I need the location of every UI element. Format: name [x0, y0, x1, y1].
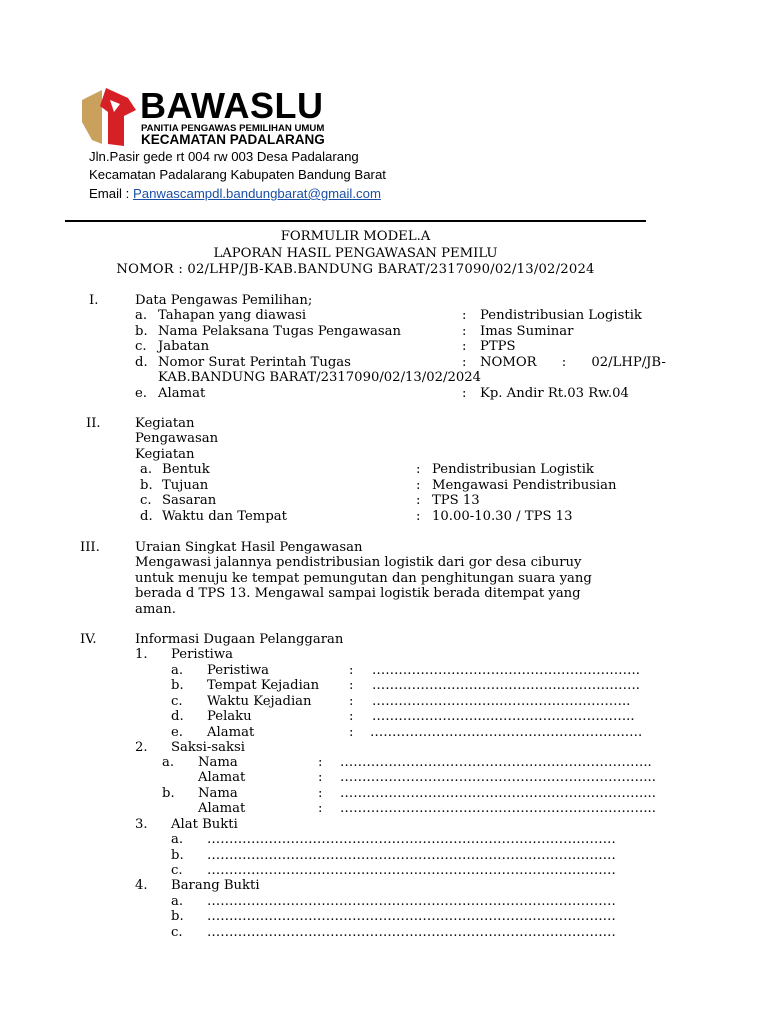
item-label: Bentuk: [162, 462, 210, 477]
logo-subtitle-1: PANITIA PENGAWAS PEMILIHAN UMUM: [141, 123, 325, 134]
item-dots: ………………………...………………………..: [372, 694, 631, 709]
report-number: NOMOR : 02/LHP/JB-KAB.BANDUNG BARAT/2317090/02/13/02/2024: [116, 262, 595, 277]
email-line: [89, 186, 381, 202]
item-colon: :: [416, 478, 421, 493]
item-label: Waktu Kejadian: [207, 694, 312, 709]
section-heading: Data Pengawas Pemilihan;: [135, 293, 313, 308]
item-label: Alamat: [198, 770, 246, 785]
item-label: Waktu dan Tempat: [162, 509, 287, 524]
item-colon: :: [349, 709, 354, 724]
item-colon: :: [318, 801, 323, 816]
item-letter: a.: [171, 832, 184, 847]
item-value: NOMOR : 02/LHP/JB-: [480, 355, 666, 370]
item-label: Nama: [198, 755, 238, 770]
item-label: Tujuan: [162, 478, 209, 493]
item-dots: …………………………………………………………………………………: [207, 909, 616, 924]
item-label: Nomor Surat Perintah Tugas: [158, 355, 351, 370]
item-value-continued: KAB.BANDUNG BARAT/2317090/02/13/02/2024: [158, 370, 482, 385]
report-title: LAPORAN HASIL PENGAWASAN PEMILU: [213, 246, 498, 261]
item-letter: b.: [162, 786, 175, 801]
logo-subtitle-2: KECAMATAN PADALARANG: [141, 132, 325, 147]
section-number: IV.: [80, 632, 97, 647]
item-colon: :: [349, 694, 354, 709]
item-colon: :: [416, 462, 421, 477]
item-dots: …………………………………………………………………………………: [207, 925, 616, 940]
item-letter: b.: [171, 678, 184, 693]
summary-line: aman.: [135, 602, 176, 617]
item-dots: ………………………………………………….….: [370, 725, 643, 740]
item-colon: :: [318, 770, 323, 785]
address-line-2: Kecamatan Padalarang Kabupaten Bandung Barat: [89, 167, 386, 182]
item-colon: :: [349, 725, 354, 740]
item-label: Peristiwa: [207, 663, 270, 678]
item-label: Alamat: [158, 386, 206, 401]
item-dots: …………………………………………………………………………………: [207, 848, 616, 863]
item-label: Tahapan yang diawasi: [158, 308, 307, 323]
section-heading: Kegiatan: [135, 447, 195, 462]
summary-line: untuk menuju ke tempat pemungutan dan penghitungan suara yang: [135, 571, 592, 586]
subsection-number: 4.: [135, 878, 148, 893]
header-divider: [65, 220, 646, 222]
item-value: Pendistribusian Logistik: [480, 308, 642, 323]
item-letter: c.: [171, 925, 183, 940]
subsection-number: 2.: [135, 740, 148, 755]
item-value: 10.00-10.30 / TPS 13: [432, 509, 573, 524]
item-value: Kp. Andir Rt.03 Rw.04: [480, 386, 629, 401]
subsection-number: 3.: [135, 817, 148, 832]
item-label: Alamat: [207, 725, 255, 740]
item-value: PTPS: [480, 339, 516, 354]
item-colon: :: [416, 493, 421, 508]
item-dots: ……………………………………………………………...: [340, 801, 656, 816]
item-dots: …………………………………………………………………………………: [207, 863, 616, 878]
bawaslu-logo-icon: [80, 82, 140, 148]
item-letter: a.: [140, 462, 153, 477]
item-dots: …………………………………………………….: [372, 663, 640, 678]
item-label: Nama Pelaksana Tugas Pengawasan: [158, 324, 402, 339]
item-dots: ……………………………………………………………..: [340, 755, 652, 770]
subsection-number: 1.: [135, 647, 148, 662]
subsection-title: Alat Bukti: [171, 817, 238, 832]
email-link[interactable]: Panwascampdl.bandungbarat@gmail.com: [132, 186, 381, 201]
item-letter: e.: [171, 725, 183, 740]
item-letter: a.: [162, 755, 175, 770]
section-number: II.: [86, 416, 101, 431]
item-dots: …………………………………………………….: [372, 678, 640, 693]
item-letter: b.: [140, 478, 153, 493]
form-title: FORMULIR MODEL.A: [280, 229, 431, 244]
summary-line: Mengawasi jalannya pendistribusian logistik dari gor desa ciburuy: [135, 555, 582, 570]
item-label: Nama: [198, 786, 238, 801]
item-dots: …………………………………………………………………………………: [207, 832, 616, 847]
item-colon: :: [462, 308, 467, 323]
item-label: Alamat: [198, 801, 246, 816]
item-value: Mengawasi Pendistribusian: [432, 478, 617, 493]
summary-line: berada d TPS 13. Mengawal sampai logistik berada ditempat yang: [135, 586, 581, 601]
email-label: Email :: [89, 186, 133, 201]
subsection-title: Saksi-saksi: [171, 740, 245, 755]
item-colon: :: [318, 755, 323, 770]
section-heading: Uraian Singkat Hasil Pengawasan: [135, 540, 363, 555]
item-colon: :: [318, 786, 323, 801]
item-value: Imas Suminar: [480, 324, 574, 339]
section-heading: Informasi Dugaan Pelanggaran: [135, 632, 344, 647]
item-colon: :: [462, 339, 467, 354]
item-label: Pelaku: [207, 709, 252, 724]
item-label: Jabatan: [158, 339, 210, 354]
item-letter: c.: [140, 493, 152, 508]
item-letter: b.: [171, 909, 184, 924]
item-label: Sasaran: [162, 493, 217, 508]
item-label: Tempat Kejadian: [207, 678, 320, 693]
section-number: I.: [89, 293, 99, 308]
item-value: Pendistribusian Logistik: [432, 462, 594, 477]
item-letter: e.: [135, 386, 147, 401]
subsection-title: Barang Bukti: [171, 878, 260, 893]
subsection-title: Peristiwa: [171, 647, 234, 662]
section-number: III.: [80, 540, 100, 555]
item-letter: a.: [171, 894, 184, 909]
item-letter: a.: [171, 663, 184, 678]
section-heading: Pengawasan: [135, 431, 219, 446]
item-dots: …………………………………………………………………………………: [207, 894, 616, 909]
item-dots: ……………………....…………………………..: [372, 709, 635, 724]
section-heading: Kegiatan: [135, 416, 195, 431]
item-dots: ……………………………………………………………...: [340, 786, 656, 801]
item-letter: c.: [171, 863, 183, 878]
item-colon: :: [349, 678, 354, 693]
item-dots: ……………………………………………………………...: [340, 770, 656, 785]
item-colon: :: [416, 509, 421, 524]
item-letter: d.: [171, 709, 184, 724]
item-letter: a.: [135, 308, 148, 323]
item-letter: c.: [171, 694, 183, 709]
item-letter: d.: [135, 355, 148, 370]
item-value: TPS 13: [432, 493, 480, 508]
item-letter: c.: [135, 339, 147, 354]
item-letter: b.: [171, 848, 184, 863]
item-colon: :: [462, 324, 467, 339]
item-letter: d.: [140, 509, 153, 524]
logo-title: BAWASLU: [140, 85, 324, 126]
item-colon: :: [349, 663, 354, 678]
item-colon: :: [462, 386, 467, 401]
item-colon: :: [462, 355, 467, 370]
address-line-1: Jln.Pasir gede rt 004 rw 003 Desa Padalarang: [89, 149, 359, 164]
item-letter: b.: [135, 324, 148, 339]
